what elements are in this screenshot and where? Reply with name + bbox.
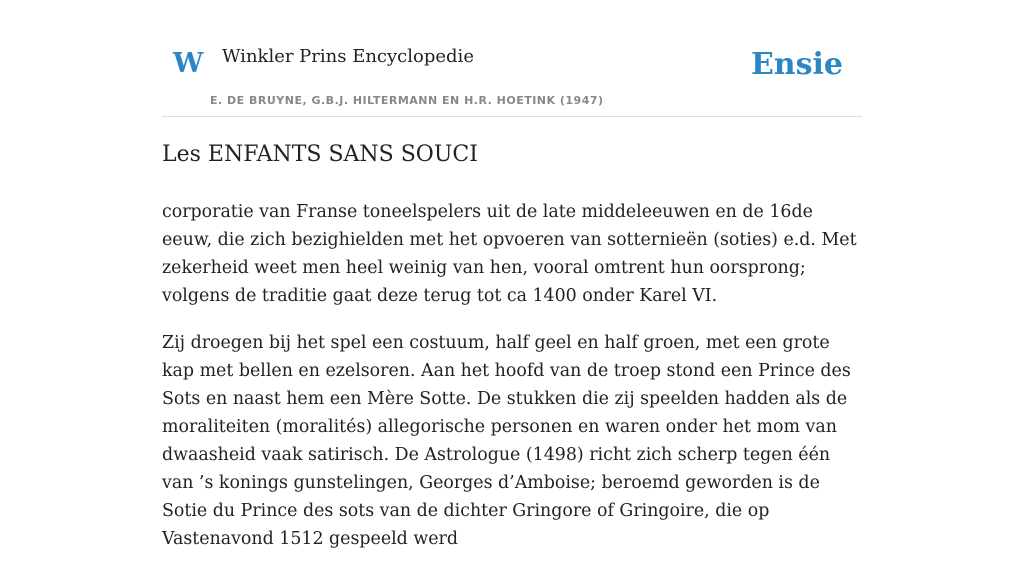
ensie-brand-link[interactable]: Ensie: [750, 47, 843, 82]
source-header: [162, 0, 862, 117]
publication-authors: E. DE BRUYNE, G.B.J. HILTERMANN EN H.R. HOETINK (1947): [210, 94, 604, 107]
publication-title: Winkler Prins Encyclopedie: [222, 46, 474, 67]
article-paragraph: corporatie van Franse toneelspelers uit de late middeleeuwen en de 16de eeuw, die zich bezighielden met het opvoeren van sotternieën (soties) e.d. Met zekerheid weet men heel weinig van hen, vooral omtrent hun oorsprong; volgens de traditie gaat deze terug tot ca 1400 onder Karel VI.: [162, 202, 857, 306]
article-title: Les ENFANTS SANS SOUCI: [162, 142, 478, 167]
article-paragraph: Zij droegen bij het spel een costuum, half geel en half groen, met een grote kap met bellen en ezelsoren. Aan het hoofd van de troep stond een Prince des Sots en naast hem een Mère Sotte. De stukken die zij speelden hadden als de moraliteiten (moralités) allegorische personen en waren onder het mom van dwaasheid vaak satirisch. De Astrologue (1498) richt zich scherp tegen één van ’s konings gunstelingen, Georges d’Amboise; beroemd geworden is de Sotie du Prince des sots van de dichter Gringore of Gringoire, die op Vastenavond 1512 gespeeld werd: [162, 333, 851, 549]
winkler-prins-logo-icon: W: [173, 48, 204, 79]
article-content: [162, 136, 862, 572]
